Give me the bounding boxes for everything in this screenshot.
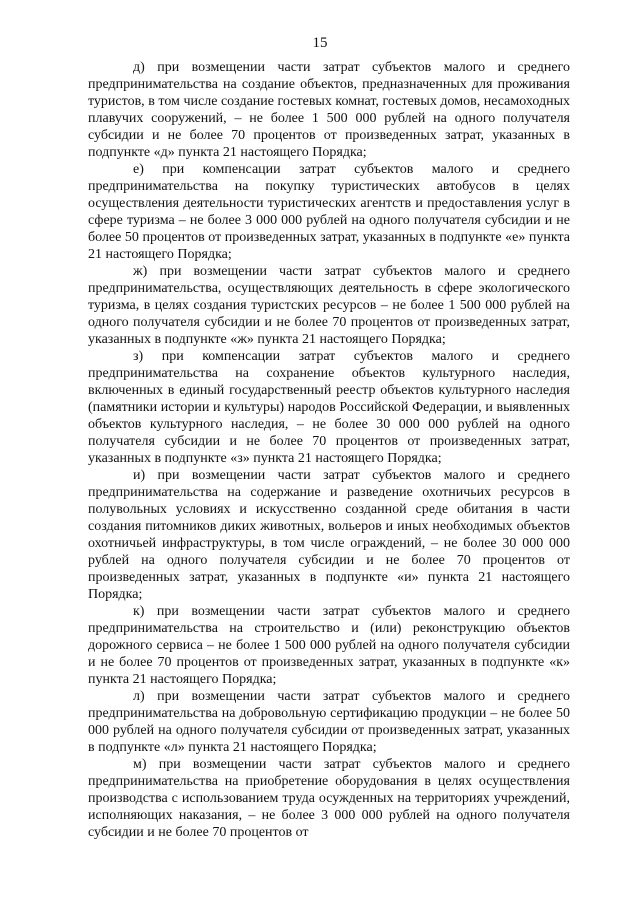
page-number: 15 [312, 35, 328, 51]
paragraph-z: з) при компенсации затрат субъектов малого и среднего предпринимательства на сохранение объектов культурного наследия, включенных в единый государственный реестр объектов культурного наследия (памятники истории и культуры) народов Российской Федерации, и выявленных объектов культурного наследия, – не более 30 000 000 рублей на одного получателя субсидии и не более 70 процентов от произведенных затрат, указанных в подпункте «з» пункта 21 настоящего Порядка; [88, 349, 570, 466]
paragraph-l: л) при возмещении части затрат субъектов малого и среднего предпринимательства на добровольную сертификацию продукции – не более 50 000 рублей на одного получателя субсидии от произведенных затрат, указанных в подпункте «л» пункта 21 настоящего Порядка; [88, 689, 570, 755]
paragraph-k: к) при возмещении части затрат субъектов малого и среднего предпринимательства на строительство и (или) реконструкцию объектов дорожного сервиса – не более 1 500 000 рублей на одного получателя субсидии и не более 70 процентов от произведенных затрат, указанных в подпункте «к» пункта 21 настоящего Порядка; [88, 604, 570, 687]
paragraph-d: д) при возмещении части затрат субъектов малого и среднего предпринимательства на создание объектов, предназначенных для проживания туристов, в том числе создание гостевых комнат, гостевых домов, несамоходных плавучих сооружений, – не более 1 500 000 рублей на одного получателя субсидии и не более 70 процентов от произведенных затрат, указанных в подпункте «д» пункта 21 настоящего Порядка; [88, 60, 570, 160]
paragraph-m: м) при возмещении части затрат субъектов малого и среднего предпринимательства на приобретение оборудования в целях осуществления производства с использованием труда осужденных на территориях учреждений, исполняющих наказания, – не более 3 000 000 рублей на одного получателя субсидии и не более 70 процентов от [88, 757, 570, 840]
paragraph-zh: ж) при возмещении части затрат субъектов малого и среднего предпринимательства, осуществляющих деятельность в сфере экологического туризма, в целях создания туристских ресурсов – не более 1 500 000 рублей на одного получателя субсидии и не более 70 процентов от произведенных затрат, указанных в подпункте «ж» пункта 21 настоящего Порядка; [88, 264, 570, 347]
document-body [88, 59, 570, 841]
paragraph-i: и) при возмещении части затрат субъектов малого и среднего предпринимательства на содержание и разведение охотничьих ресурсов в полувольных условиях и искусственно созданной среде обитания в части создания питомников диких животных, вольеров и иных необходимых объектов охотничьей инфраструктуры, в том числе ограждений, – не более 30 000 000 рублей на одного получателя субсидии и не более 70 процентов от произведенных затрат, указанных в подпункте «и» пункта 21 настоящего Порядка; [88, 468, 570, 602]
paragraph-e: е) при компенсации затрат субъектов малого и среднего предпринимательства на покупку туристических автобусов в целях осуществления деятельности туристических агентств и предоставления услуг в сфере туризма – не более 3 000 000 рублей на одного получателя субсидии и не более 50 процентов от произведенных затрат, указанных в подпункте «е» пункта 21 настоящего Порядка; [88, 162, 570, 262]
